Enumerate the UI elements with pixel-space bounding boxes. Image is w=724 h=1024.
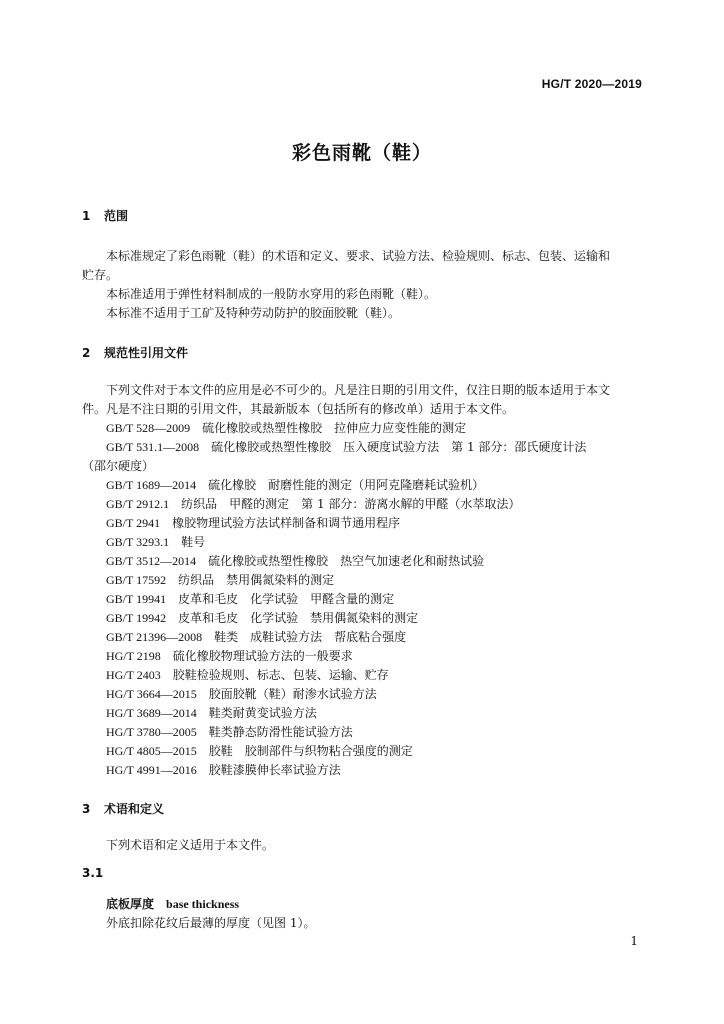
reference-title: 皮革和毛皮 化学试验 禁用偶氮染料的测定 [178,611,419,625]
reference-code: GB/T 19941 [106,592,167,606]
reference-code: HG/T 2198 [106,649,161,663]
reference-item [106,495,520,512]
section-number: 3 [82,802,91,816]
reference-code: HG/T 3689—2014 [106,706,197,720]
reference-code: HG/T 2403 [106,668,161,682]
term-entry [106,895,239,912]
reference-title: 纺织品 禁用偶氮染料的测定 [178,573,335,587]
reference-code: GB/T 19942 [106,611,167,625]
reference-code: HG/T 4805—2015 [106,744,197,758]
reference-item [106,742,413,759]
paragraph-line: 贮存。 [82,268,119,282]
reference-title: 鞋号 [181,535,206,549]
reference-code: GB/T 531.1—2008 [106,440,200,454]
reference-item [106,419,466,436]
section-1-heading [82,207,128,224]
paragraph-line: 下列文件对于本文件的应用是必不可少的。凡是注日期的引用文件，仅注日期的版本适用于本文 [106,383,611,397]
reference-code: GB/T 17592 [106,573,167,587]
reference-title: 硫化橡胶 耐磨性能的测定（用阿克隆磨耗试验机） [208,478,485,492]
reference-item [106,514,400,531]
section-title: 规范性引用文件 [104,346,189,360]
section-title: 范围 [104,209,129,223]
reference-item [106,704,317,721]
reference-item [106,666,389,683]
reference-item [106,685,377,702]
reference-title: 鞋类耐黄变试验方法 [208,706,317,720]
reference-title: 橡胶物理试验方法试样制备和调节通用程序 [172,516,401,530]
subsection-number: 3.1 [82,866,104,880]
reference-item [106,647,353,664]
reference-item [106,552,484,569]
reference-item [106,590,394,607]
reference-item [106,761,341,778]
reference-title: 硫化橡胶或热塑性橡胶 压入硬度试验方法 第 1 部分：邵氏硬度计法 [211,440,587,454]
reference-code: HG/T 4991—2016 [106,763,197,777]
page-number: 1 [630,934,638,948]
reference-item [106,628,406,645]
paragraph-line: 件。凡是不注日期的引用文件，其最新版本（包括所有的修改单）适用于本文件。 [82,402,515,416]
reference-title: 胶鞋检验规则、标志、包装、运输、贮存 [172,668,389,682]
reference-item [106,533,205,550]
section-number: 2 [82,346,91,360]
reference-title: 鞋类 成鞋试验方法 帮底粘合强度 [214,630,407,644]
reference-title: 皮革和毛皮 化学试验 甲醛含量的测定 [178,592,395,606]
section-2-heading [82,344,188,361]
reference-item [106,571,334,588]
reference-code: GB/T 3293.1 [106,535,170,549]
reference-code: GB/T 1689—2014 [106,478,197,492]
reference-code: GB/T 2941 [106,516,161,530]
reference-code: HG/T 3780—2005 [106,725,197,739]
reference-title: 纺织品 甲醛的测定 第 1 部分：游离水解的甲醛（水萃取法） [181,497,521,511]
reference-title: 鞋类静态防滑性能试验方法 [208,725,353,739]
reference-title: 硫化橡胶或热塑性橡胶 拉伸应力应变性能的测定 [202,421,467,435]
standard-code: HG/T 2020—2019 [541,77,642,91]
reference-title: 胶面胶靴（鞋）耐渗水试验方法 [208,687,377,701]
reference-code: GB/T 528—2009 [106,421,191,435]
reference-title: 硫化橡胶或热塑性橡胶 热空气加速老化和耐热试验 [208,554,485,568]
reference-code: GB/T 21396—2008 [106,630,203,644]
reference-continuation: （邵尔硬度） [82,459,155,473]
reference-item [106,476,484,493]
reference-item [106,438,586,455]
reference-code: HG/T 3664—2015 [106,687,197,701]
reference-title: 硫化橡胶物理试验方法的一般要求 [172,649,353,663]
reference-item [106,609,418,626]
section-number: 1 [82,209,91,223]
document-title: 彩色雨靴（鞋） [291,142,432,164]
reference-title: 胶鞋 胶制部件与织物粘合强度的测定 [208,744,413,758]
paragraph: 下列术语和定义适用于本文件。 [106,838,275,852]
term-definition: 外底扣除花纹后最薄的厚度（见图 1）。 [106,916,316,930]
section-3-heading [82,800,164,817]
section-title: 术语和定义 [104,802,165,816]
paragraph-line: 本标准规定了彩色雨靴（鞋）的术语和定义、要求、试验方法、检验规则、标志、包装、运输和 [106,249,611,263]
paragraph: 本标准适用于弹性材料制成的一般防水穿用的彩色雨靴（鞋）。 [106,287,437,301]
reference-title: 胶鞋漆膜伸长率试验方法 [208,763,341,777]
reference-code: GB/T 3512—2014 [106,554,197,568]
paragraph: 本标准不适用于工矿及特种劳动防护的胶面胶靴（鞋）。 [106,306,401,320]
reference-code: GB/T 2912.1 [106,497,170,511]
term-chinese: 底板厚度 [106,897,155,911]
reference-item [106,723,353,740]
term-english: base thickness [166,897,240,911]
